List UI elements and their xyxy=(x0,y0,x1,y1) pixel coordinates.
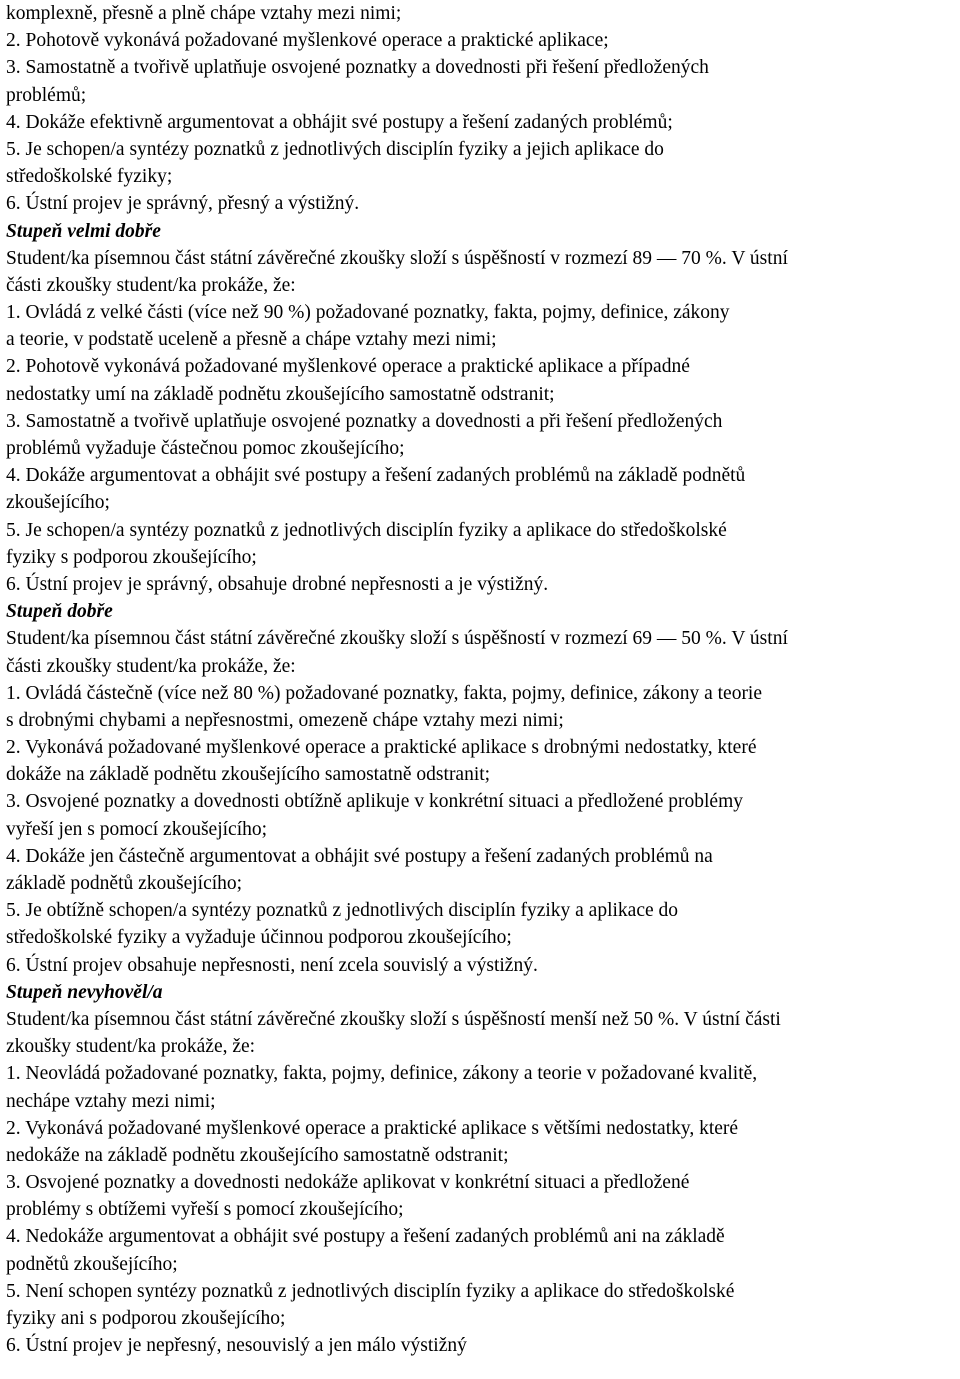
text-line: a teorie, v podstatě uceleně a přesně a chápe vztahy mezi nimi; xyxy=(6,329,497,351)
text-line: fyziky ani s podporou zkoušejícího; xyxy=(6,1308,286,1329)
section-intro: části zkoušky student/ka prokáže, že: xyxy=(6,655,296,677)
list-item: 6. Ústní projev je správný, přesný a výstižný. xyxy=(6,193,360,215)
section-heading-nevyhovel: Stupeň nevyhověl/a xyxy=(6,981,163,1003)
text-line: s drobnými chybami a nepřesnostmi, omezeně chápe vztahy mezi nimi; xyxy=(6,709,564,731)
list-item: 6. Ústní projev je nepřesný, nesouvislý a jen málo výstižný xyxy=(6,1335,467,1357)
text-line: problémy s obtížemi vyřeší s pomocí zkoušejícího; xyxy=(6,1199,404,1221)
text-line: komplexně, přesně a plně chápe vztahy mezi nimi; xyxy=(6,3,402,24)
list-item: 4. Dokáže jen částečně argumentovat a obhájit své postupy a řešení zadaných problémů na xyxy=(6,845,713,867)
list-item: 1. Ovládá částečně (více než 80 %) požadované poznatky, fakta, pojmy, definice, zákony a teorie xyxy=(6,682,763,704)
list-item: 4. Nedokáže argumentovat a obhájit své postupy a řešení zadaných problémů ani na základě xyxy=(6,1226,725,1248)
text-line: středoškolské fyziky; xyxy=(6,166,173,188)
text-line: středoškolské fyziky a vyžaduje účinnou podporou zkoušejícího; xyxy=(6,927,512,949)
text-line: fyziky s podporou zkoušejícího; xyxy=(6,546,257,568)
list-item: 3. Osvojené poznatky a dovednosti nedokáže aplikovat v konkrétní situaci a předložené xyxy=(6,1172,690,1194)
list-item: 2. Pohotově vykonává požadované myšlenkové operace a praktické aplikace; xyxy=(6,30,609,52)
list-item: 1. Neovládá požadované poznatky, fakta, pojmy, definice, zákony a teorie v požadované kvalitě, xyxy=(6,1063,758,1085)
list-item: 6. Ústní projev je správný, obsahuje drobné nepřesnosti a je výstižný. xyxy=(6,573,549,595)
text-line: nedokáže na základě podnětu zkoušejícího samostatně odstranit; xyxy=(6,1144,509,1166)
section-intro: Student/ka písemnou část státní závěrečné zkoušky složí s úspěšností v rozmezí 69 — 50 %. V ústní xyxy=(6,628,788,650)
list-item: 4. Dokáže efektivně argumentovat a obhájit své postupy a řešení zadaných problémů; xyxy=(6,111,673,133)
text-line: podnětů zkoušejícího; xyxy=(6,1253,178,1275)
text-line: nedostatky umí na základě podnětu zkoušejícího samostatně odstranit; xyxy=(6,383,555,405)
list-item: 1. Ovládá z velké části (více než 90 %) požadované poznatky, fakta, pojmy, definice, zákony xyxy=(6,302,730,324)
list-item: 5. Není schopen syntézy poznatků z jednotlivých disciplín fyziky a aplikace do středoškolské xyxy=(6,1280,735,1302)
section-intro: Student/ka písemnou část státní závěrečné zkoušky složí s úspěšností v rozmezí 89 — 70 %. V ústní xyxy=(6,247,788,269)
section-heading-dobre: Stupeň dobře xyxy=(6,601,113,623)
list-item: 4. Dokáže argumentovat a obhájit své postupy a řešení zadaných problémů na základě podnětů xyxy=(6,465,746,487)
list-item: 2. Vykonává požadované myšlenkové operace a praktické aplikace s drobnými nedostatky, které xyxy=(6,737,757,759)
text-line: problémů; xyxy=(6,84,87,106)
list-item: 5. Je obtížně schopen/a syntézy poznatků z jednotlivých disciplín fyziky a aplikace do xyxy=(6,900,679,922)
list-item: 2. Vykonává požadované myšlenkové operace a praktické aplikace s většími nedostatky, které xyxy=(6,1117,739,1139)
list-item: 6. Ústní projev obsahuje nepřesnosti, není zcela souvislý a výstižný. xyxy=(6,954,538,976)
text-line: zkoušejícího; xyxy=(6,492,110,514)
section-intro: části zkoušky student/ka prokáže, že: xyxy=(6,274,296,296)
text-line: nechápe vztahy mezi nimi; xyxy=(6,1090,216,1112)
text-line: základě podnětů zkoušejícího; xyxy=(6,873,243,894)
list-item: 3. Samostatně a tvořivě uplatňuje osvojené poznatky a dovednosti při řešení předložených xyxy=(6,57,709,79)
list-item: 3. Osvojené poznatky a dovednosti obtížně aplikuje v konkrétní situaci a předložené problémy xyxy=(6,791,744,813)
text-line: dokáže na základě podnětu zkoušejícího samostatně odstranit; xyxy=(6,764,491,786)
list-item: 3. Samostatně a tvořivě uplatňuje osvojené poznatky a dovednosti a při řešení předložených xyxy=(6,410,723,432)
list-item: 5. Je schopen/a syntézy poznatků z jednotlivých disciplín fyziky a jejich aplikace do xyxy=(6,138,664,160)
list-item: 2. Pohotově vykonává požadované myšlenkové operace a praktické aplikace a případné xyxy=(6,356,690,378)
list-item: 5. Je schopen/a syntézy poznatků z jednotlivých disciplín fyziky a aplikace do středoškolské xyxy=(6,519,727,541)
text-line: problémů vyžaduje částečnou pomoc zkoušejícího; xyxy=(6,438,405,459)
section-heading-velmi-dobre: Stupeň velmi dobře xyxy=(6,220,161,242)
section-intro: Student/ka písemnou část státní závěrečné zkoušky složí s úspěšností menší než 50 %. V ústní části xyxy=(6,1008,781,1030)
text-line: vyřeší jen s pomocí zkoušejícího; xyxy=(6,818,268,840)
section-intro: zkoušky student/ka prokáže, že: xyxy=(6,1036,256,1058)
